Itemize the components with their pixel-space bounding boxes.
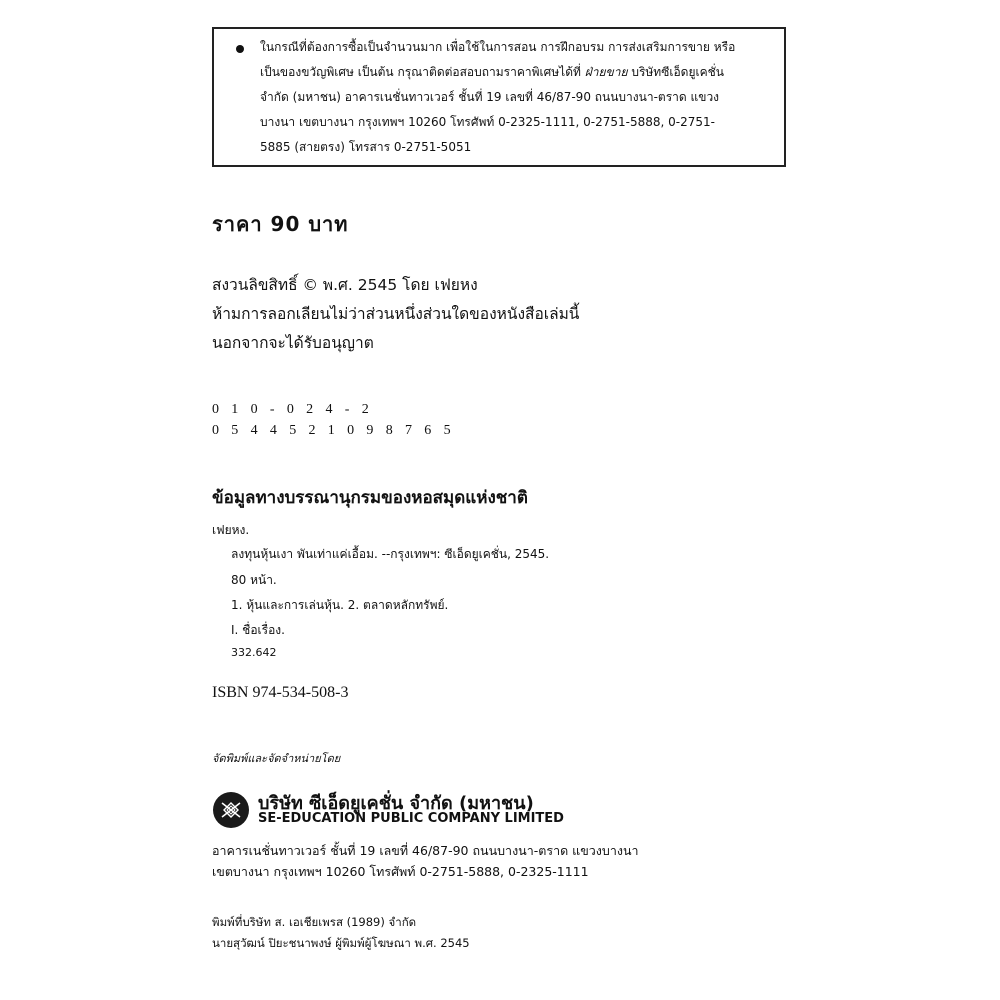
cip-title: ข้อมูลทางบรรณานุกรมของหอสมุดแห่งชาติ [212, 488, 528, 508]
distributor-label: จัดพิมพ์และจัดจำหน่ายโดย [212, 752, 341, 765]
logo-mark-icon [213, 792, 249, 828]
publisher-address-line-2: เขตบางนา กรุงเทพฯ 10260 โทรศัพท์ 0-2751-5888, 0-2325-1111 [212, 864, 589, 879]
notice-line-4: บางนา เขตบางนา กรุงเทพฯ 10260 โทรศัพท์ 0-2325-1111, 0-2751-5888, 0-2751- [260, 115, 715, 129]
cip-subjects: 1. หุ้นและการเล่นหุ้น. 2. ตลาดหลักทรัพย์. [231, 598, 449, 612]
printer-line-2: นายสุวัฒน์ ปิยะชนาพงษ์ ผู้พิมพ์ผู้โฆษณา พ.ศ. 2545 [212, 936, 470, 950]
copyright-line-1: สงวนลิขสิทธิ์ © พ.ศ. 2545 โดย เฟยหง [212, 276, 478, 294]
notice-line-2-text: เป็นของขวัญพิเศษ เป็นต้น กรุณาติดต่อสอบถามราคาพิเศษได้ที่ [260, 65, 581, 79]
publisher-name-english: SE-EDUCATION PUBLIC COMPANY LIMITED [258, 811, 564, 826]
bullet-icon [236, 45, 244, 53]
cip-pages: 80 หน้า. [231, 573, 277, 587]
code-line-2-text: 0544521098765 [212, 423, 463, 438]
code-line-1 [212, 402, 381, 418]
notice-line-1: ในกรณีที่ต้องการซื้อเป็นจำนวนมาก เพื่อใช้ในการสอน การฝึกอบรม การส่งเสริมการขาย หรือ [260, 40, 736, 54]
notice-line-2-tail: บริษัทซีเอ็ดยูเคชั่น [627, 65, 724, 79]
copyright-line-2: ห้ามการลอกเลียนไม่ว่าส่วนหนึ่งส่วนใดของหนังสือเล่มนี้ [212, 305, 580, 323]
notice-line-5: 5885 (สายตรง) โทรสาร 0-2751-5051 [260, 140, 472, 154]
cip-author: เฟยหง. [212, 523, 250, 537]
publisher-address-line-1: อาคารเนชั่นทาวเวอร์ ชั้นที่ 19 เลขที่ 46/87-90 ถนนบางนา-ตราด แขวงบางนา [212, 843, 639, 858]
cip-title-entry: I. ชื่อเรื่อง. [231, 623, 285, 637]
code-line-2 [212, 423, 463, 439]
copyright-line-3: นอกจากจะได้รับอนุญาต [212, 334, 374, 352]
price: ราคา 90 บาท [212, 212, 349, 236]
isbn: ISBN 974-534-508-3 [212, 684, 349, 701]
code-line-1-text: 010-024-2 [212, 402, 382, 417]
cip-class-number: 332.642 [231, 646, 277, 659]
cip-title-line: ลงทุนหุ้นเงา พันเท่าแค่เอื้อม. --กรุงเทพฯ: ซีเอ็ดยูเคชั่น, 2545. [231, 547, 550, 561]
printer-line-1: พิมพ์ที่บริษัท ส. เอเชียเพรส (1989) จำกัด [212, 915, 417, 929]
bulk-order-notice-box [212, 27, 786, 167]
notice-line-3: จำกัด (มหาชน) อาคารเนชั่นทาวเวอร์ ชั้นที่ 19 เลขที่ 46/87-90 ถนนบางนา-ตราด แขวง [260, 90, 720, 104]
notice-line-2 [260, 65, 724, 79]
publisher-name-thai: บริษัท ซีเอ็ดยูเคชั่น จำกัด (มหาชน) [258, 793, 534, 814]
se-education-logo-icon [213, 792, 249, 828]
sales-dept-label: ฝ่ายขาย [584, 65, 628, 79]
